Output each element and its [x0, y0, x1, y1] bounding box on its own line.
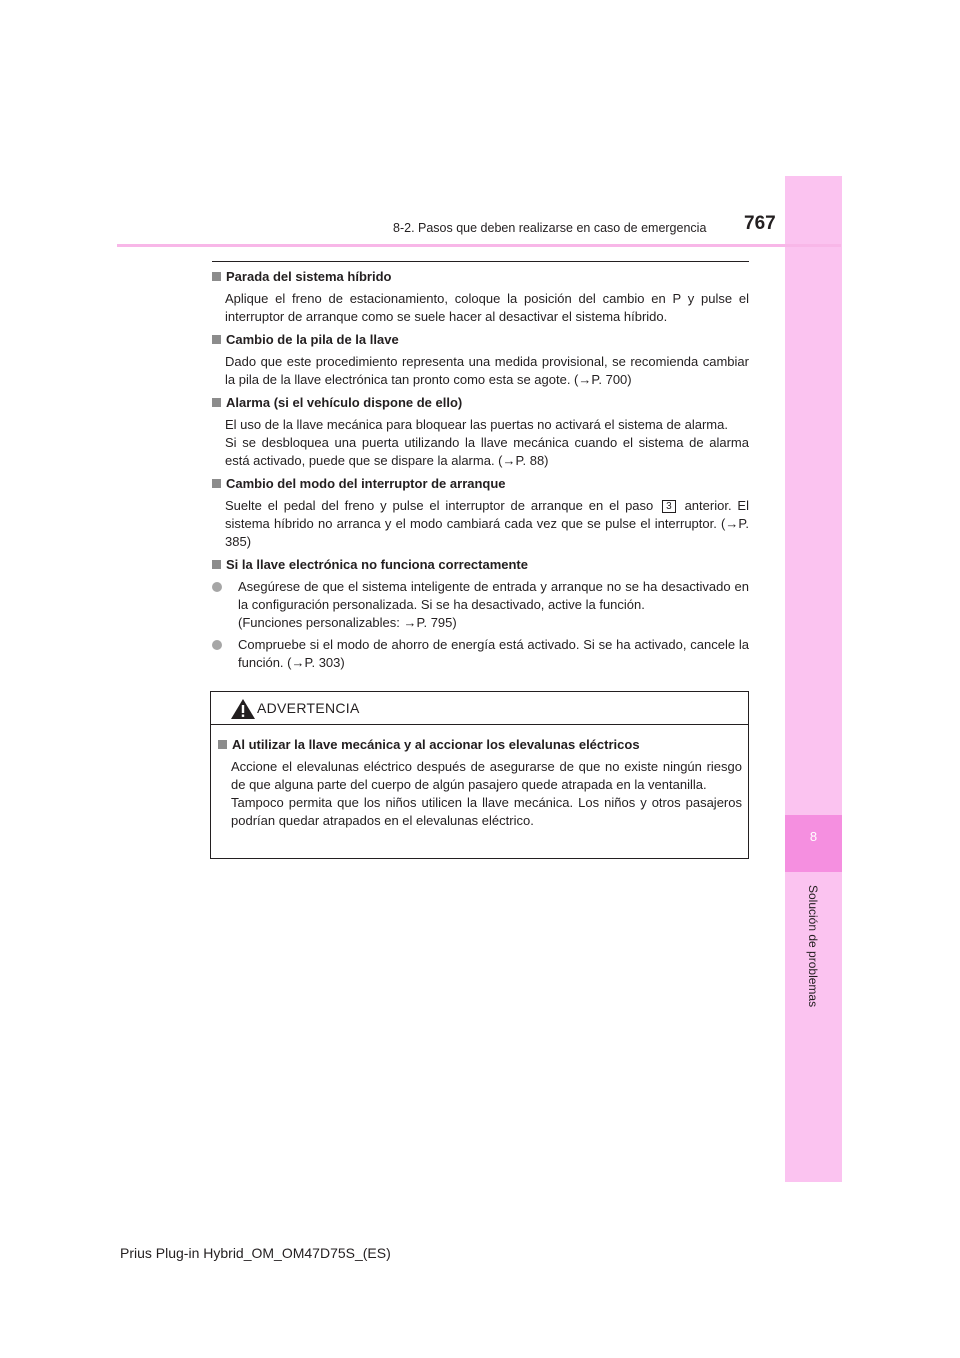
item-title: Si la llave electrónica no funciona correctamente: [226, 557, 528, 572]
item-llave-electronica: [212, 556, 749, 672]
item-modo-arranque: [212, 475, 749, 551]
item-title: Cambio del modo del interruptor de arranque: [226, 476, 506, 491]
item-alarma: [212, 394, 749, 470]
sub-item-text: (Funciones personalizables: →P. 795): [238, 615, 457, 630]
header-rule: [117, 244, 841, 247]
sub-item-text: Asegúrese de que el sistema inteligente de entrada y arranque no se ha desactivado en la configuración personalizada. Si se ha desactivado, active la función.: [238, 579, 749, 612]
item-body-paragraph: El uso de la llave mecánica para bloquear las puertas no activará el sistema de alarma.: [225, 417, 728, 432]
content-rule: [212, 261, 749, 262]
item-title: Alarma (si el vehículo dispone de ello): [226, 395, 463, 410]
chapter-side-tab: [785, 176, 842, 1182]
item-body: Dado que este procedimiento representa una medida provisional, se recomienda cambiar la pila de la llave electrónica tan pronto como esta se agote. (→P. 700): [225, 354, 749, 387]
step-number-badge: 3: [662, 500, 676, 513]
warning-title: Al utilizar la llave mecánica y al accionar los elevalunas eléctricos: [232, 737, 640, 752]
sub-item: [212, 578, 749, 632]
square-bullet-icon: [212, 560, 221, 569]
warning-header: [211, 692, 748, 725]
sub-item-text: Compruebe si el modo de ahorro de energía está activado. Si se ha activado, cancele la función. (→P. 303): [238, 637, 749, 670]
main-content: [212, 268, 749, 677]
round-bullet-icon: [212, 640, 222, 650]
chapter-title: Solución de problemas: [806, 885, 820, 1008]
square-bullet-icon: [218, 740, 227, 749]
item-title: Cambio de la pila de la llave: [226, 332, 399, 347]
warning-triangle-icon: [230, 697, 256, 721]
section-title: 8-2. Pasos que deben realizarse en caso de emergencia: [393, 221, 707, 235]
warning-paragraph: Tampoco permita que los niños utilicen la llave mecánica. Los niños y otros pasajeros podrían quedar atrapados en el elevalunas eléctrico.: [231, 795, 742, 828]
sub-item: [212, 636, 749, 672]
square-bullet-icon: [212, 335, 221, 344]
square-bullet-icon: [212, 479, 221, 488]
item-body-paragraph: Si se desbloquea una puerta utilizando la llave mecánica cuando el sistema de alarma está activado, puede que se dispare la alarma. (→P. 88): [225, 435, 749, 468]
warning-label: ADVERTENCIA: [257, 700, 360, 716]
chapter-number: 8: [809, 829, 818, 844]
item-body: Aplique el freno de estacionamiento, coloque la posición del cambio en P y pulse el interruptor de arranque como se suele hacer al desactivar el sistema híbrido.: [225, 291, 749, 324]
page-number: 767: [744, 213, 776, 234]
item-body-text: Suelte el pedal del freno y pulse el interruptor de arranque en el paso: [225, 498, 654, 513]
round-bullet-icon: [212, 582, 222, 592]
square-bullet-icon: [212, 398, 221, 407]
item-parada: [212, 268, 749, 326]
document-footer: Prius Plug-in Hybrid_OM_OM47D75S_(ES): [120, 1245, 391, 1261]
item-pila: [212, 331, 749, 389]
warning-paragraph: Accione el elevalunas eléctrico después de asegurarse de que no existe ningún riesgo de que alguna parte del cuerpo de algún pasajero quede atrapada en la ventanilla.: [231, 759, 742, 792]
warning-box: [210, 691, 749, 859]
item-title: Parada del sistema híbrido: [226, 269, 392, 284]
item-body-text: anterior. El sistema híbrido no arranca y el modo cambiará cada vez que se pulse el interruptor. (→P. 385): [225, 498, 749, 549]
square-bullet-icon: [212, 272, 221, 281]
